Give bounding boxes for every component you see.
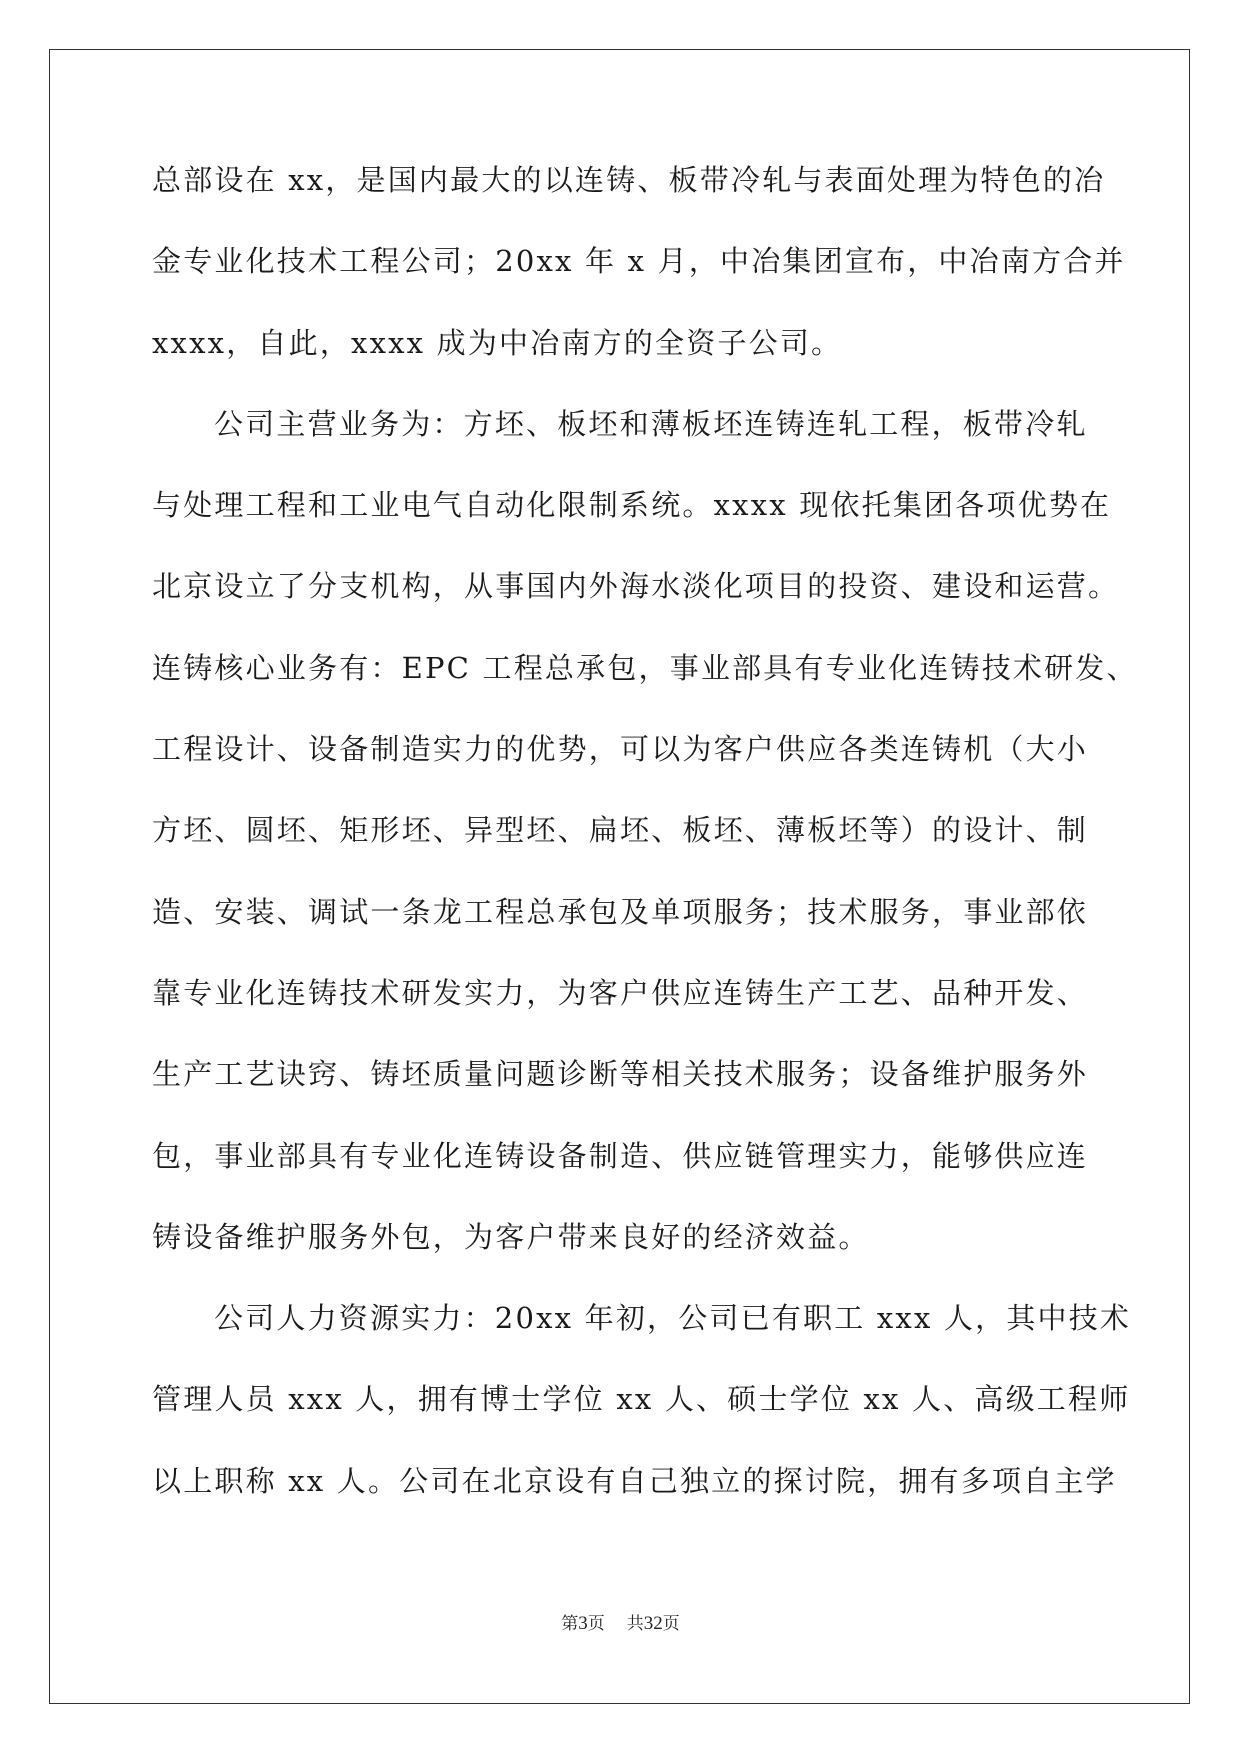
body-line: 生产工艺诀窍、铸坯质量问题诊断等相关技术服务；设备维护服务外 (152, 1057, 1089, 1092)
body-line: 以上职称 xx 人。公司在北京设有自己独立的探讨院，拥有多项自主学 (152, 1463, 1117, 1498)
body-line: xxxx，自此，xxxx 成为中冶南方的全资子公司。 (152, 325, 843, 360)
body-line: 与处理工程和工业电气自动化限制系统。xxxx 现依托集团各项优势在 (152, 488, 1112, 523)
body-line: 工程设计、设备制造实力的优势，可以为客户供应各类连铸机（大小 (152, 732, 1089, 767)
total-prefix: 共 (626, 1614, 644, 1634)
page-prefix: 第 (561, 1614, 579, 1634)
body-line: 总部设在 xx，是国内最大的以连铸、板带冷轧与表面处理为特色的冶 (152, 163, 1106, 197)
page-total: 32 (643, 1613, 663, 1634)
body-line: 方坯、圆坯、矩形坯、异型坯、扁坯、板坯、薄板坯等）的设计、制 (152, 813, 1089, 848)
body-line: 连铸核心业务有：EPC 工程总承包，事业部具有专业化连铸技术研发、 (152, 650, 1138, 685)
body-line: 管理人员 xxx 人，拥有博士学位 xx 人、硕士学位 xx 人、高级工程师 (152, 1382, 1131, 1417)
page-current: 3 (578, 1613, 588, 1634)
body-line: 靠专业化连铸技术研发实力，为客户供应连铸生产工艺、品种开发、 (152, 975, 1089, 1010)
body-line: 北京设立了分支机构，从事国内外海水淡化项目的投资、建设和运营。 (152, 569, 1120, 604)
body-line: 铸设备维护服务外包，为客户带来良好的经济效益。 (152, 1219, 870, 1254)
body-line: 包，事业部具有专业化连铸设备制造、供应链管理实力，能够供应连 (152, 1138, 1089, 1173)
paragraph-start-line: 公司人力资源实力：20xx 年初，公司已有职工 xxx 人，其中技术 (214, 1301, 1132, 1336)
body-line: 造、安装、调试一条龙工程总承包及单项服务；技术服务，事业部依 (152, 894, 1089, 929)
body-line: 金专业化技术工程公司；20xx 年 x 月，中冶集团宣布，中冶南方合并 (152, 244, 1126, 279)
page-unit: 页 (587, 1614, 605, 1634)
total-unit: 页 (662, 1614, 680, 1634)
paragraph-start-line: 公司主营业务为：方坯、板坯和薄板坯连铸连轧工程，板带冷轧 (214, 406, 1088, 441)
page-footer (0, 1614, 1241, 1634)
document-body (152, 160, 1138, 1542)
